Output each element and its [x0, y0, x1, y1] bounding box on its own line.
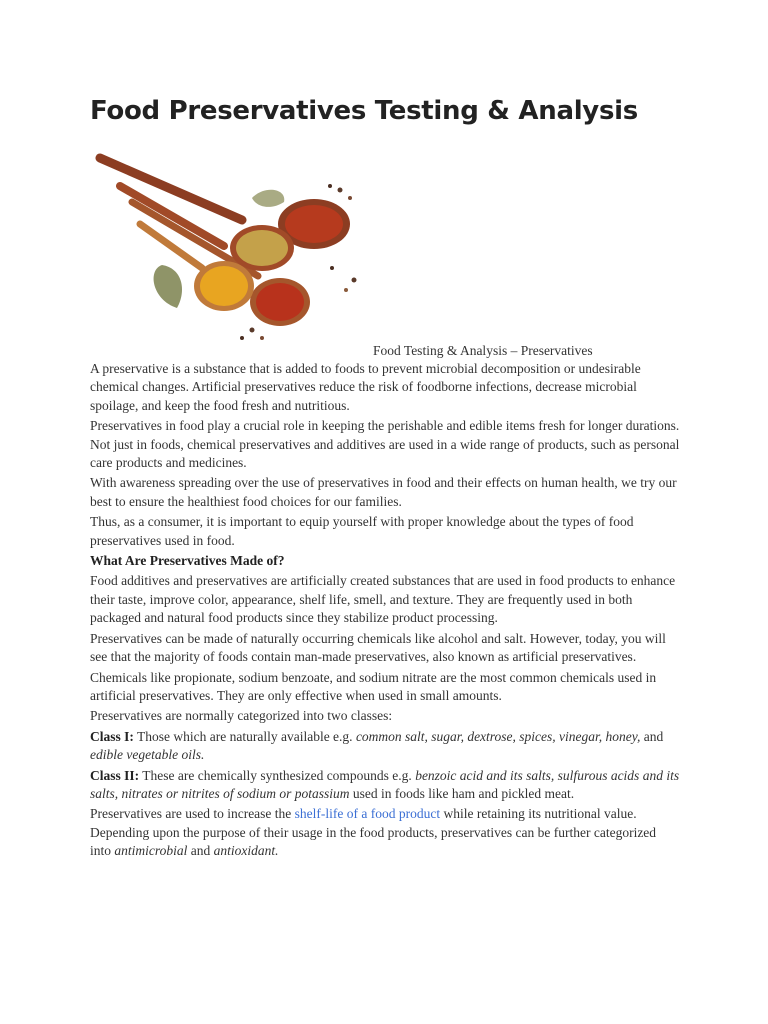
spice-spoons-image	[92, 150, 364, 346]
chili-flakes	[285, 205, 343, 243]
section-heading: What Are Preservatives Made of?	[90, 553, 285, 569]
bay-leaf-1	[154, 265, 182, 308]
paragraph: Preservatives in food play a crucial role in keeping the perishable and edible items fresh for longer durations. Not just in foods, chemical preservatives and additives are used in a wide range of products, such as personal care products and medicines.	[90, 418, 680, 471]
shelf-life-paragraph: Preservatives are used to increase the shelf-life of a food product while retaining its nutritional value. Depending upon the purpose of their usage in the food products, preservatives can be further categorized into antimicrobial and antioxidant.	[90, 806, 657, 859]
article-body	[90, 360, 680, 863]
paragraph: A preservative is a substance that is added to foods to prevent microbial decomposition or undesirable chemical changes. Artificial preservatives reduce the risk of foodborne infections, decrease microbial spoilage, and keep the food fresh and nutritious.	[90, 361, 641, 413]
ground-spice	[236, 230, 288, 266]
class-one-examples: common salt, sugar, dextrose, spices, vinegar, honey,	[355, 728, 641, 744]
class-one-label: Class I:	[90, 728, 134, 744]
class-two-paragraph: Class II: These are chemically synthesized compounds e.g. benzoic acid and its salts, sulfurous acids and its salts, nitrates or nitrites of sodium or potassium used in foods like ham and pickled meat.	[90, 767, 680, 801]
antimicrobial-term: antimicrobial	[114, 843, 188, 859]
image-caption: Food Testing & Analysis – Preservatives	[373, 343, 593, 358]
paragraph: Preservatives can be made of naturally occurring chemicals like alcohol and salt. However, today, you will see that the majority of foods contain man-made preservatives, also known as artificial preservatives.	[90, 630, 666, 665]
paragraph: Preservatives are normally categorized into two classes:	[90, 708, 393, 724]
paragraph: Chemicals like propionate, sodium benzoate, and sodium nitrate are the most common chemicals used in artificial preservatives. They are only effective when used in small amounts.	[90, 669, 657, 703]
spoon-handle-2	[120, 186, 224, 246]
page-title: Food Preservatives Testing & Analysis	[90, 96, 638, 126]
class-one-paragraph: Class I: Those which are naturally available e.g. common salt, sugar, dextrose, spices, vinegar, honey, and edible vegetable oils.	[90, 728, 664, 763]
paragraph: With awareness spreading over the use of preservatives in food and their effects on human health, we try our best to ensure the healthiest food choices for our families.	[90, 475, 677, 509]
antioxidant-term: antioxidant.	[213, 843, 279, 859]
bay-leaf-2	[252, 190, 284, 207]
class-two-label: Class II:	[90, 767, 140, 783]
turmeric	[200, 266, 248, 306]
paragraph: Food additives and preservatives are artificially created substances that are used in food products to enhance their taste, improve color, appearance, shelf life, smell, and texture. They are frequently used in both packaged and natural food products since they stabilize product processing.	[90, 573, 676, 626]
shelf-life-link[interactable]: shelf-life of a food product	[294, 806, 441, 822]
class-two-examples: benzoic acid and its salts, sulfurous acids and its salts, nitrates or nitrites of sodium or potassium	[90, 767, 680, 801]
paprika	[256, 283, 304, 321]
paragraph: Thus, as a consumer, it is important to equip yourself with proper knowledge about the types of food preservatives used in food.	[90, 514, 634, 548]
